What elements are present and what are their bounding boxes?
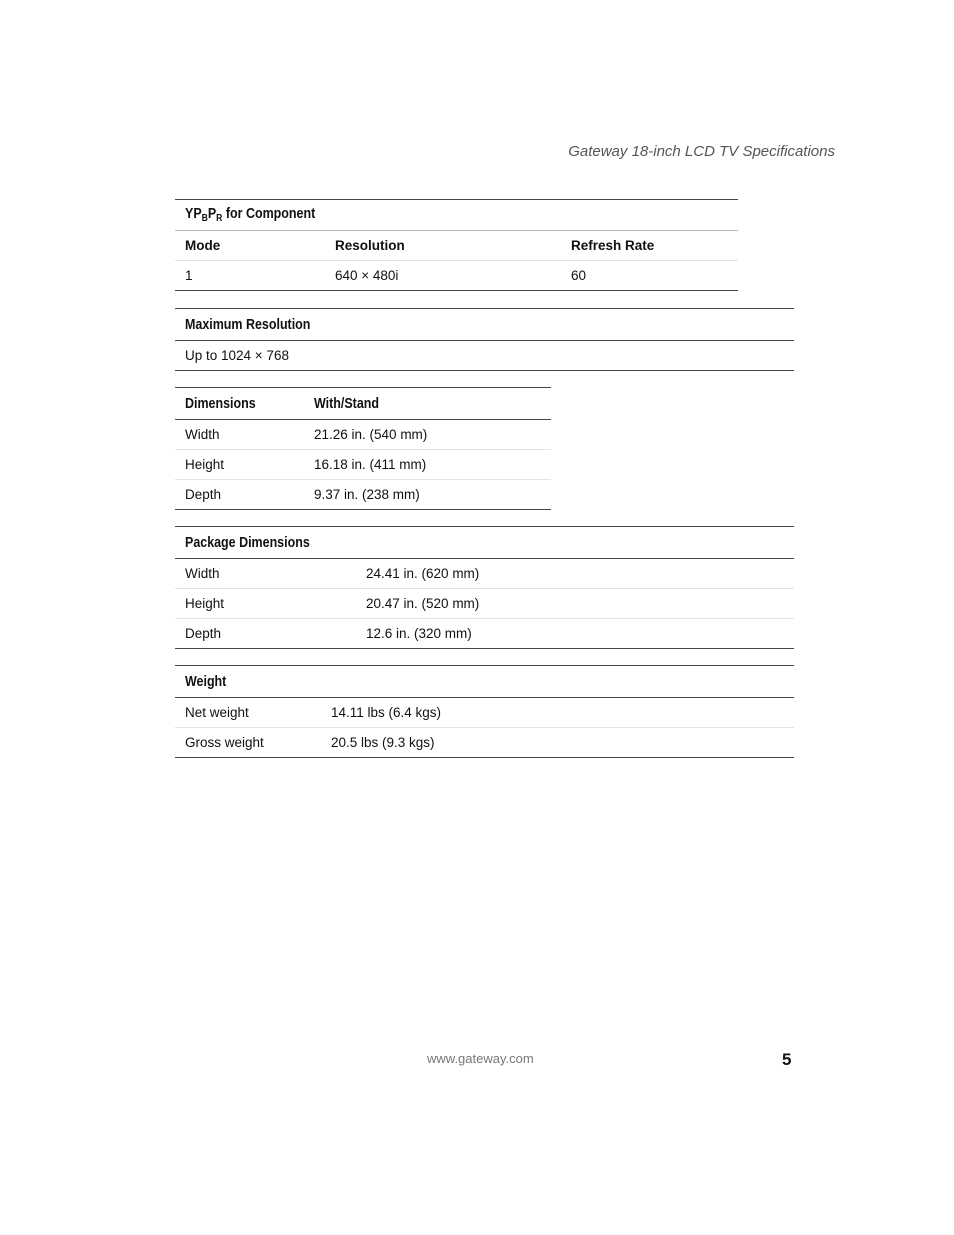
table-cell: Height: [185, 596, 225, 611]
table-cell: 640 × 480i: [335, 268, 399, 283]
package-dimensions-title-row: [175, 527, 794, 559]
table-cell: 9.37 in. (238 mm): [314, 487, 420, 502]
table-cell: Depth: [185, 626, 222, 641]
dimensions-header-row: [175, 388, 551, 420]
weight-title: Weight: [185, 673, 227, 690]
weight-table: [175, 665, 794, 758]
table-cell: 24.41 in. (620 mm): [366, 566, 480, 581]
max-resolution-title-row: [175, 309, 794, 341]
column-header: Mode: [185, 238, 221, 253]
table-cell: 20.5 lbs (9.3 kgs): [331, 735, 435, 750]
component-title: $YP_BP_R$ for Component: [185, 206, 316, 224]
table-row: [175, 559, 794, 589]
column-header: With/Stand: [314, 395, 380, 412]
running-head: Gateway 18-inch LCD TV Specifications: [568, 143, 835, 160]
table-cell: Up to 1024 × 768: [185, 348, 289, 363]
table-cell: 21.26 in. (540 mm): [314, 427, 428, 442]
table-cell: 14.11 lbs (6.4 kgs): [331, 705, 442, 720]
component-table: [175, 199, 738, 291]
footer-url: www.gateway.com: [427, 1051, 534, 1066]
page-number: 5: [782, 1050, 792, 1069]
table-row: [175, 728, 794, 758]
table-cell: 16.18 in. (411 mm): [314, 457, 427, 472]
component-header-row: [175, 231, 738, 261]
weight-title-row: [175, 666, 794, 698]
table-row: [175, 450, 551, 480]
table-cell: 20.47 in. (520 mm): [366, 596, 480, 611]
table-cell: 60: [571, 268, 587, 283]
table-row: [175, 420, 551, 450]
table-cell: Gross weight: [185, 735, 264, 750]
max-resolution-title: Maximum Resolution: [185, 316, 311, 333]
table-cell: 12.6 in. (320 mm): [366, 626, 472, 641]
max-resolution-table: [175, 308, 794, 371]
table-cell: Width: [185, 566, 220, 581]
column-header: Resolution: [335, 238, 405, 253]
component-title-row: [175, 200, 738, 231]
table-row: [175, 480, 551, 510]
package-dimensions-title: Package Dimensions: [185, 534, 310, 551]
table-row: [175, 698, 794, 728]
table-row: [175, 589, 794, 619]
column-header: Refresh Rate: [571, 238, 655, 253]
table-cell: Depth: [185, 487, 222, 502]
table-row: [175, 619, 794, 649]
table-cell: Height: [185, 457, 225, 472]
table-row: [175, 341, 794, 371]
table-cell: 1: [185, 268, 193, 283]
table-cell: Net weight: [185, 705, 249, 720]
column-header: Dimensions: [185, 395, 256, 412]
dimensions-table: [175, 387, 551, 510]
table-row: [175, 261, 738, 291]
package-dimensions-table: [175, 526, 794, 649]
table-cell: Width: [185, 427, 220, 442]
